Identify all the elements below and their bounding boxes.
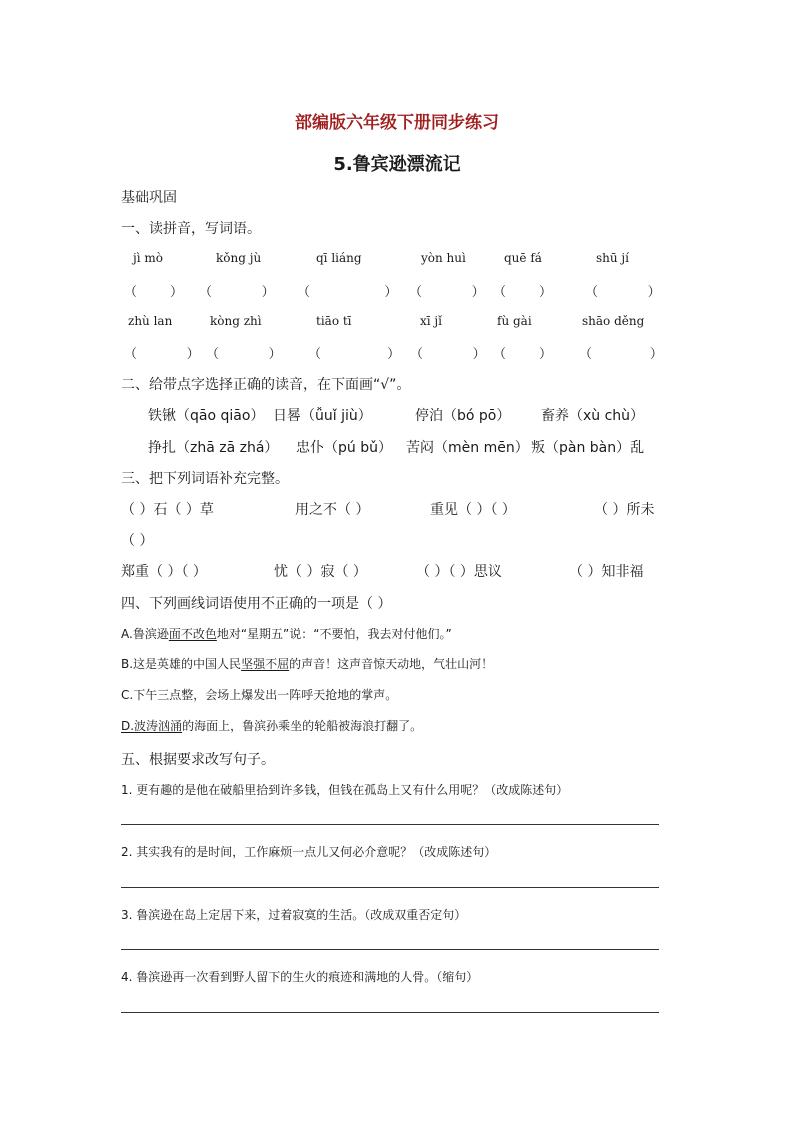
pinyin-5: quē fá: [504, 251, 542, 265]
pronunciation-choice[interactable]: 忠仆（pú bǔ）: [296, 440, 392, 456]
pronunciation-choice[interactable]: 挣扎（zhā zā zhá）: [148, 440, 279, 456]
pinyin-2: kǒng jù: [216, 251, 262, 265]
option-b-post: 的声音！这声音惊天动地，气壮山河！: [289, 657, 494, 671]
option-a-post: 地对“星期五”说：“不要怕，我去对付他们。”: [216, 627, 452, 641]
pinyin-3: qī liáng: [316, 251, 362, 265]
idiom-item[interactable]: （ ）知非福: [569, 564, 644, 580]
idiom-item[interactable]: （ ）所未: [594, 502, 655, 518]
answer-blank[interactable]: （ ）: [297, 285, 398, 300]
option-b-underlined: 坚强不屈: [241, 657, 290, 671]
q3-title: 三、把下列词语补充完整。: [121, 471, 289, 487]
answer-line-2[interactable]: [121, 887, 659, 888]
pinyin-7: zhù lan: [128, 314, 173, 328]
answer-line-1[interactable]: [121, 824, 659, 825]
answer-blank[interactable]: （ ）: [206, 347, 282, 362]
pinyin-11: fù gài: [497, 314, 532, 328]
pinyin-9: tiāo tī: [316, 314, 352, 328]
q4-title: 四、下列画线词语使用不正确的一项是（ ）: [121, 596, 392, 612]
answer-blank[interactable]: （ ）: [585, 285, 661, 300]
pinyin-10: xī jǐ: [420, 314, 442, 328]
answer-blank[interactable]: （ ）: [409, 285, 485, 300]
idiom-item[interactable]: 郑重（ ）（ ）: [121, 564, 207, 580]
idiom-item[interactable]: （ ）（ ）思议: [416, 564, 502, 580]
idiom-item[interactable]: （ ）石（ ）草: [121, 502, 214, 518]
rewrite-question-4: 4. 鲁滨逊再一次看到野人留下的生火的痕迹和满地的人骨。（缩句）: [121, 970, 479, 984]
q2-title: 二、给带点字选择正确的读音，在下面画“√”。: [121, 377, 411, 393]
option-a-pre: A.鲁滨逊: [121, 627, 169, 641]
rewrite-question-3: 3. 鲁滨逊在岛上定居下来，过着寂寞的生活。（改成双重否定句）: [121, 908, 467, 922]
option-d-underlined: D.波涛汹涌: [121, 719, 183, 733]
answer-blank[interactable]: （ ）: [579, 347, 663, 362]
answer-blank[interactable]: （ ）: [493, 347, 553, 362]
pinyin-12: shāo děng: [582, 314, 645, 328]
pronunciation-choice[interactable]: 畜养（xù chù）: [541, 408, 645, 424]
series-title: 部编版六年级下册同步练习: [295, 113, 499, 133]
idiom-item[interactable]: 重见（ ）（ ）: [430, 502, 516, 518]
idiom-item[interactable]: 用之不（ ）: [295, 502, 370, 518]
pronunciation-choice[interactable]: 苦闷（mèn mēn）: [406, 440, 529, 456]
answer-blank[interactable]: （ ）: [124, 347, 200, 362]
option-c-text: C.下午三点整，会场上爆发出一阵呼天抢地的掌声。: [121, 688, 398, 702]
idiom-item[interactable]: 忧（ ）寂（ ）: [274, 564, 367, 580]
answer-blank[interactable]: （ ）: [199, 285, 275, 300]
lesson-title: 5.鲁宾逊漂流记: [333, 154, 461, 175]
rewrite-question-2: 2. 其实我有的是时间，工作麻烦一点儿又何必介意呢？（改成陈述句）: [121, 845, 497, 859]
answer-blank[interactable]: （ ）: [493, 285, 553, 300]
answer-line-4[interactable]: [121, 1012, 659, 1013]
option-b-pre: B.这是英雄的中国人民: [121, 657, 242, 671]
option-d-post: 的海面上，鲁滨孙乘坐的轮船被海浪打翻了。: [182, 719, 423, 733]
answer-blank[interactable]: （ ）: [410, 347, 486, 362]
rewrite-question-1: 1. 更有趣的是他在破船里拾到许多钱，但钱在孤岛上又有什么用呢？（改成陈述句）: [121, 783, 569, 797]
section-label: 基础巩固: [121, 190, 177, 206]
answer-blank[interactable]: （ ）: [308, 347, 401, 362]
pronunciation-choice[interactable]: 停泊（bó pō）: [415, 408, 511, 424]
idiom-item[interactable]: （ ）: [121, 533, 154, 549]
option-a-underlined: 面不改色: [168, 627, 217, 641]
answer-blank[interactable]: （ ）: [124, 285, 184, 300]
option-b[interactable]: [121, 655, 493, 672]
pinyin-6: shū jí: [596, 251, 629, 265]
option-c[interactable]: [121, 686, 397, 703]
pinyin-1: jì mò: [133, 251, 163, 265]
option-d[interactable]: [121, 717, 422, 734]
q5-title: 五、根据要求改写句子。: [121, 752, 275, 768]
pinyin-8: kòng zhì: [210, 314, 262, 328]
pinyin-4: yòn huì: [421, 251, 466, 265]
pronunciation-choice[interactable]: 铁锹（qāo qiāo）: [148, 408, 265, 424]
option-a[interactable]: [121, 625, 452, 642]
q1-title: 一、读拼音，写词语。: [121, 221, 261, 237]
pronunciation-choice[interactable]: 日晷（ǚuǐ jiù）: [273, 408, 372, 424]
pronunciation-choice[interactable]: 叛（pàn bàn）乱: [531, 440, 645, 456]
answer-line-3[interactable]: [121, 949, 659, 950]
